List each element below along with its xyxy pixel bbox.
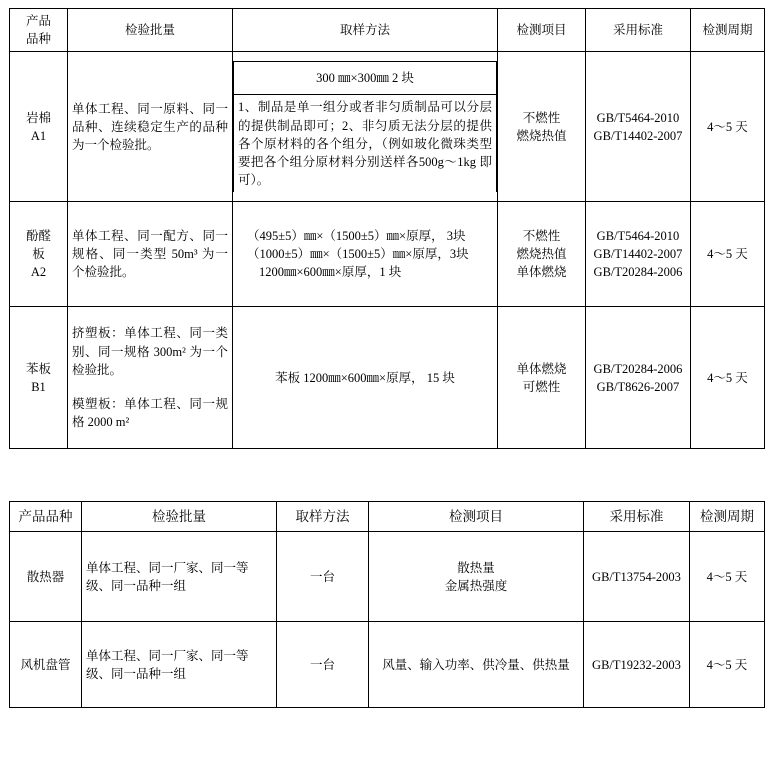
column-header-cycle: 检测周期 — [691, 9, 765, 52]
table-row — [10, 622, 765, 708]
cell-sampling — [233, 52, 498, 202]
cell-test-items: 散热量 金属热强度 — [369, 532, 584, 622]
cell-cycle: 4～5 天 — [690, 622, 765, 708]
table-row — [10, 532, 765, 622]
cell-batch: 单体工程、同一厂家、同一等级、同一品种一组 — [82, 532, 277, 622]
cell-sampling-bottom: 1、制品是单一组分或者非匀质制品可以分层的提供制品即可；2、非匀质无法分层的提供各个原材料的各个组分，（例如玻化微珠类型要把各个组分原材料分别送样各500g～1kg 即可）。 — [234, 95, 497, 192]
hvac-equipment-inspection-table — [9, 501, 765, 708]
column-header-test-items: 检测项目 — [498, 9, 586, 52]
cell-batch: 单体工程、同一厂家、同一等级、同一品种一组 — [82, 622, 277, 708]
column-header-product: 产品 品种 — [10, 9, 68, 52]
table-row — [10, 52, 765, 202]
cell-batch: 挤塑板：单体工程、同一类别、同一规格 300m² 为一个检验批。 模塑板：单体工程、同一规格 2000 m² — [68, 307, 233, 449]
cell-sampling: 苯板 1200㎜×600㎜×原厚， 15 块 — [233, 307, 498, 449]
cell-product: 散热器 — [10, 532, 82, 622]
cell-test-items: 风量、输入功率、供冷量、供热量 — [369, 622, 584, 708]
cell-cycle: 4～5 天 — [691, 52, 765, 202]
cell-batch: 单体工程、同一配方、同一规格、同一类型 50m³ 为一个检验批。 — [68, 202, 233, 307]
column-header-test-items: 检测项目 — [369, 502, 584, 532]
table-header-row — [10, 9, 765, 52]
cell-test-items: 不燃性 燃烧热值 单体燃烧 — [498, 202, 586, 307]
table-spacer — [8, 449, 763, 501]
cell-product: 苯板 B1 — [10, 307, 68, 449]
cell-standards: GB/T5464-2010 GB/T14402-2007 GB/T20284-2006 — [586, 202, 691, 307]
cell-test-items: 单体燃烧 可燃性 — [498, 307, 586, 449]
cell-product: 风机盘管 — [10, 622, 82, 708]
cell-cycle: 4～5 天 — [691, 202, 765, 307]
table-row — [10, 202, 765, 307]
column-header-sampling: 取样方法 — [277, 502, 369, 532]
cell-standards: GB/T20284-2006 GB/T8626-2007 — [586, 307, 691, 449]
insulation-materials-inspection-table — [9, 8, 765, 449]
table-row — [10, 307, 765, 449]
cell-sampling-top: 300 ㎜×300㎜ 2 块 — [234, 62, 497, 95]
cell-sampling: （495±5）㎜×（1500±5）㎜×原厚， 3块 （1000±5）㎜×（1500±5）㎜×原厚，3块 1200㎜×600㎜×原厚，1 块 — [233, 202, 498, 307]
cell-test-items: 不燃性 燃烧热值 — [498, 52, 586, 202]
cell-product: 酚醛 板 A2 — [10, 202, 68, 307]
cell-batch: 单体工程、同一原料、同一品种、连续稳定生产的品种为一个检验批。 — [68, 52, 233, 202]
cell-cycle: 4～5 天 — [690, 532, 765, 622]
column-header-standard: 采用标准 — [584, 502, 690, 532]
cell-cycle: 4～5 天 — [691, 307, 765, 449]
column-header-standards: 采用标准 — [586, 9, 691, 52]
column-header-cycle: 检测周期 — [690, 502, 765, 532]
cell-standard: GB/T13754-2003 — [584, 532, 690, 622]
column-header-sampling: 取样方法 — [233, 9, 498, 52]
column-header-batch: 检验批量 — [68, 9, 233, 52]
cell-standards: GB/T5464-2010 GB/T14402-2007 — [586, 52, 691, 202]
sampling-split-table — [233, 61, 497, 192]
cell-standard: GB/T19232-2003 — [584, 622, 690, 708]
column-header-product: 产品品种 — [10, 502, 82, 532]
table-header-row — [10, 502, 765, 532]
cell-product: 岩棉 A1 — [10, 52, 68, 202]
column-header-batch: 检验批量 — [82, 502, 277, 532]
cell-sampling: 一台 — [277, 622, 369, 708]
cell-sampling: 一台 — [277, 532, 369, 622]
